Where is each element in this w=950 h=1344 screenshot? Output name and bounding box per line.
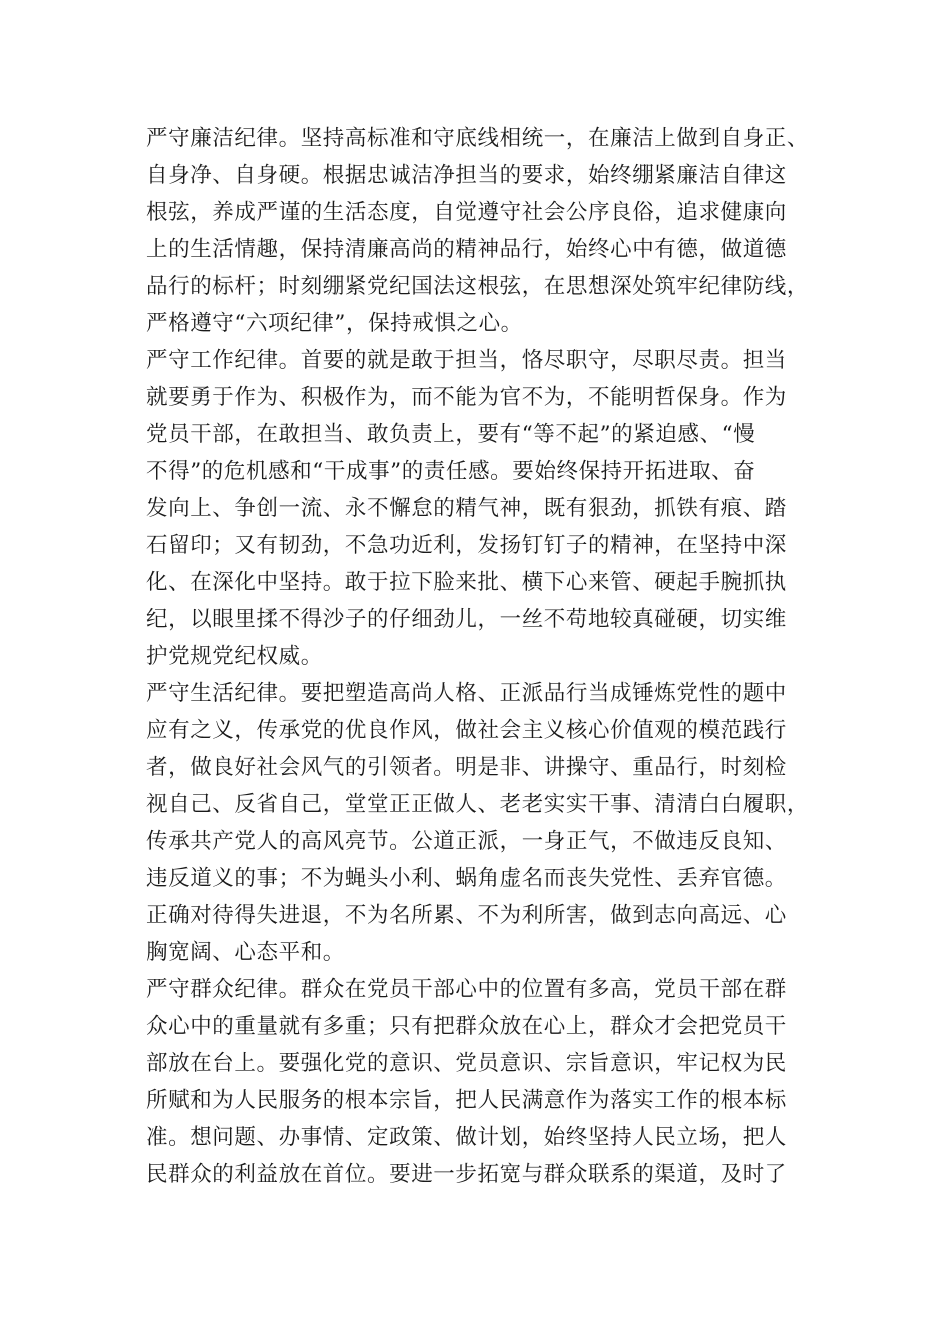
text-line: 违反道义的事；不为蝇头小利、蜗角虚名而丧失党性、丢弃官德。 — [146, 866, 787, 891]
document-body — [146, 120, 810, 1193]
text-line: 应有之义，传承党的优良作风，做社会主义核心价值观的模范践行 — [146, 718, 787, 743]
text-line: 严守生活纪律。要把塑造高尚人格、正派品行当成锤炼党性的题中 — [146, 681, 787, 706]
text-line: 严守工作纪律。首要的就是敢于担当，恪尽职守，尽职尽责。担当 — [146, 348, 787, 373]
text-line: 上的生活情趣，保持清廉高尚的精神品行，始终心中有德，做道德 — [146, 237, 787, 262]
text-line: 石留印；又有韧劲，不急功近利，发扬钉钉子的精神，在坚持中深 — [146, 533, 787, 558]
text-line: 所赋和为人民服务的根本宗旨，把人民满意作为落实工作的根本标 — [146, 1088, 787, 1113]
text-line: 众心中的重量就有多重；只有把群众放在心上，群众才会把党员干 — [146, 1014, 787, 1039]
text-line: 品行的标杆；时刻绷紧党纪国法这根弦，在思想深处筑牢纪律防线， — [146, 274, 810, 299]
text-line: 党员干部，在敢担当、敢负责上，要有“等不起”的紧迫感、“慢 — [146, 422, 756, 447]
text-line: 传承共产党人的高风亮节。公道正派，一身正气，不做违反良知、 — [146, 829, 787, 854]
text-line: 发向上、争创一流、永不懈怠的精气神，既有狠劲，抓铁有痕、踏 — [146, 496, 787, 521]
text-line: 根弦，养成严谨的生活态度，自觉遵守社会公序良俗，追求健康向 — [146, 200, 787, 225]
text-line: 护党规党纪权威。 — [146, 644, 323, 669]
text-line: 准。想问题、办事情、定政策、做计划，始终坚持人民立场，把人 — [146, 1125, 787, 1150]
text-line: 视自己、反省自己，堂堂正正做人、老老实实干事、清清白白履职， — [146, 792, 810, 817]
text-line: 者，做良好社会风气的引领者。明是非、讲操守、重品行，时刻检 — [146, 755, 787, 780]
text-line: 民群众的利益放在首位。要进一步拓宽与群众联系的渠道，及时了 — [146, 1162, 787, 1187]
text-line: 严守廉洁纪律。坚持高标准和守底线相统一，在廉洁上做到自身正、 — [146, 126, 810, 151]
text-line: 部放在台上。要强化党的意识、党员意识、宗旨意识，牢记权为民 — [146, 1051, 787, 1076]
text-line: 自身净、自身硬。根据忠诚洁净担当的要求，始终绷紧廉洁自律这 — [146, 163, 787, 188]
text-line: 严格遵守“六项纪律”，保持戒惧之心。 — [146, 311, 523, 336]
text-line: 不得”的危机感和“干成事”的责任感。要始终保持开拓进取、奋 — [146, 459, 756, 484]
text-line: 严守群众纪律。群众在党员干部心中的位置有多高，党员干部在群 — [146, 977, 787, 1002]
text-line: 胸宽阔、心态平和。 — [146, 940, 345, 965]
text-line: 就要勇于作为、积极作为，而不能为官不为，不能明哲保身。作为 — [146, 385, 787, 410]
text-line: 化、在深化中坚持。敢于拉下脸来批、横下心来管、硬起手腕抓执 — [146, 570, 787, 595]
text-line: 纪，以眼里揉不得沙子的仔细劲儿，一丝不苟地较真碰硬，切实维 — [146, 607, 787, 632]
text-line: 正确对待得失进退，不为名所累、不为利所害，做到志向高远、心 — [146, 903, 787, 928]
